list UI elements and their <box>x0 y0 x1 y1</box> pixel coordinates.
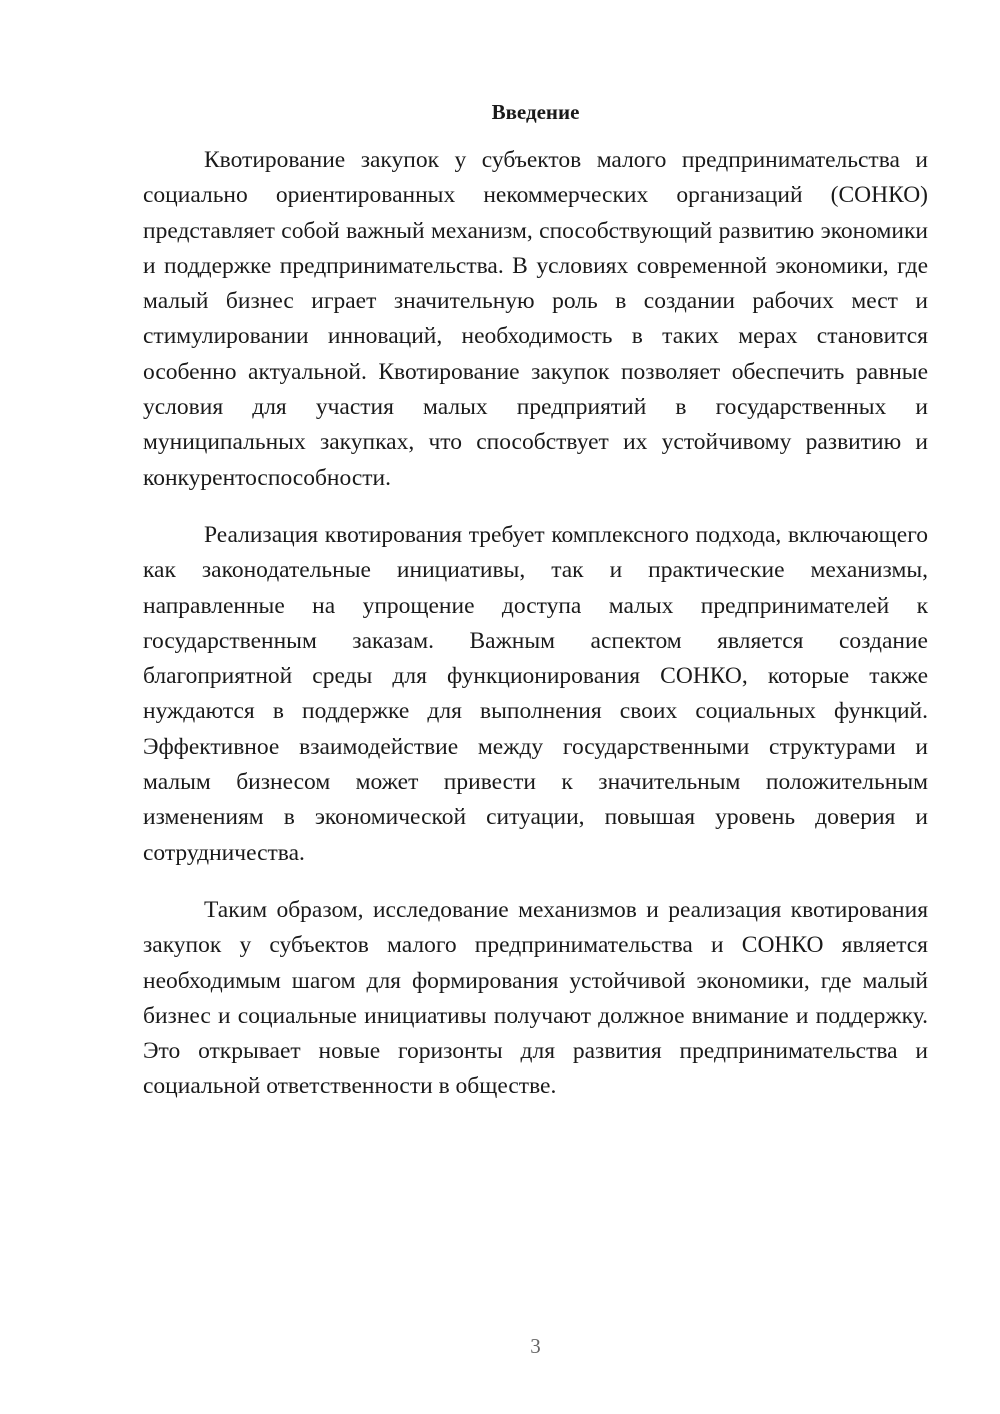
page-number: 3 <box>530 1334 541 1358</box>
paragraph-2: Реализация квотирования требует комплексного подхода, включающего как законодательные инициативы, так и практические механизмы, направленные на упрощение доступа малых предпринимателей к государственным заказам. Важным аспектом является создание благоприятной среды для функционирования СОНКО, которые также нуждаются в поддержке для выполнения своих социальных функций. Эффективное взаимодействие между государственными структурами и малым бизнесом может привести к значительным положительным изменениям в экономической ситуации, повышая уровень доверия и сотрудничества. <box>143 521 928 866</box>
paragraph-3: Таким образом, исследование механизмов и реализация квотирования закупок у субъектов малого предпринимательства и СОНКО является необходимым шагом для формирования устойчивой экономики, где малый бизнес и социальные инициативы получают должное внимание и поддержку. Это открывает новые горизонты для развития предпринимательства и социальной ответственности в обществе. <box>143 896 928 1100</box>
section-heading: Введение <box>491 100 580 124</box>
body-text <box>143 143 928 1127</box>
paragraph-1: Квотирование закупок у субъектов малого предпринимательства и социально ориентированных некоммерческих организаций (СОНКО) представляет собой важный механизм, способствующий развитию экономики и поддержке предпринимательства. В условиях современной экономики, где малый бизнес играет значительную роль в создании рабочих мест и стимулировании инноваций, необходимость в таких мерах становится особенно актуальной. Квотирование закупок позволяет обеспечить равные условия для участия малых предприятий в государственных и муниципальных закупках, что способствует их устойчивому развитию и конкурентоспособности. <box>143 147 928 491</box>
